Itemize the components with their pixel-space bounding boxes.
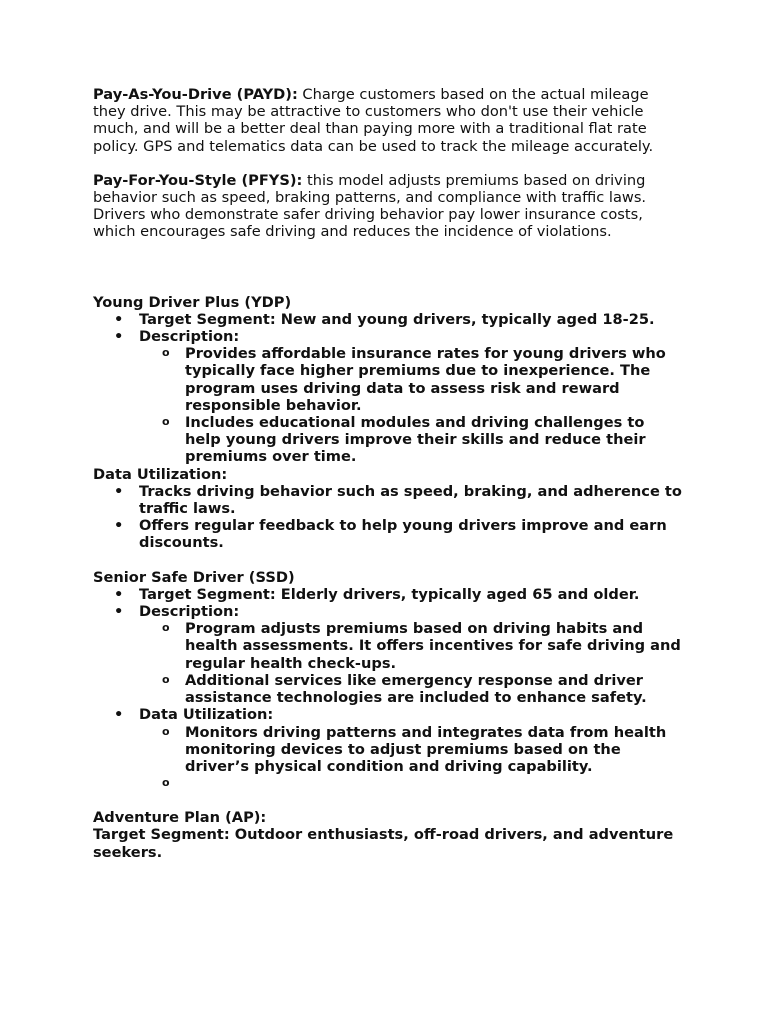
ydp-data-list — [93, 483, 683, 552]
list-item — [93, 483, 683, 517]
list-item — [93, 586, 683, 603]
ssd-target: Target Segment: Elderly drivers, typically aged 65 and older. — [139, 585, 640, 603]
ap-section — [93, 809, 683, 861]
pfys-term: Pay-For-You-Style (PFYS): — [93, 171, 303, 189]
ssd-section — [93, 569, 683, 792]
ydp-description-item: Includes educational modules and driving challenges to help young drivers improve their skills and reduce their premiums over time. — [185, 414, 646, 466]
ydp-description-label: Description: — [139, 328, 240, 346]
ssd-data-item: Monitors driving patterns and integrates data from health monitoring devices to adjust premiums based on the driver’s physical condition and driving capability. — [185, 723, 667, 775]
ssd-list — [93, 586, 683, 792]
ydp-data-item: Tracks driving behavior such as speed, braking, and adherence to traffic laws. — [139, 482, 682, 518]
list-item — [93, 603, 683, 706]
list-item — [139, 620, 683, 672]
payd-paragraph — [93, 86, 683, 155]
ydp-data-label: Data Utilization: — [93, 465, 228, 483]
ssd-title: Senior Safe Driver (SSD) — [93, 568, 295, 586]
list-item — [93, 311, 683, 328]
ap-target: Target Segment: Outdoor enthusiasts, off-road drivers, and adventure seekers. — [93, 826, 674, 861]
pfys-paragraph — [93, 172, 683, 241]
list-item — [93, 517, 683, 551]
spacer — [93, 241, 683, 294]
ydp-title: Young Driver Plus (YDP) — [93, 293, 292, 311]
ydp-description-item: Provides affordable insurance rates for young drivers who typically face higher premiums due to inexperience. The program uses driving data to assess risk and reward responsible behavior. — [185, 345, 666, 414]
list-item — [139, 345, 683, 414]
list-item — [139, 775, 683, 792]
ydp-target: Target Segment: New and young drivers, typically aged 18-25. — [139, 310, 655, 328]
pfys-text: this model adjusts premiums based on driving behavior such as speed, braking patterns, and compliance with traffic laws. Drivers who demonstrate safer driving behavior pay lower insurance costs, which encourages safe driving and reduces the incidence of violations. — [93, 171, 647, 241]
payd-text: Charge customers based on the actual mileage they drive. This may be attractive to customers who don't use their vehicle much, and will be a better deal than paying more with a traditional flat rate policy. GPS and telematics data can be used to track the mileage accurately. — [93, 86, 654, 155]
ydp-section — [93, 294, 683, 552]
list-item — [139, 414, 683, 466]
ssd-description-label: Description: — [139, 603, 240, 621]
ydp-data-item: Offers regular feedback to help young drivers improve and earn discounts. — [139, 517, 667, 552]
document-page — [93, 86, 683, 861]
spacer — [93, 792, 683, 809]
ssd-description-item: Program adjusts premiums based on driving habits and health assessments. It offers incentives for safe driving and regular health check-ups. — [185, 620, 681, 672]
ssd-data-label: Data Utilization: — [139, 706, 274, 724]
ap-title: Adventure Plan (AP): — [93, 809, 267, 827]
list-item — [93, 328, 683, 466]
ssd-description-item: Additional services like emergency response and driver assistance technologies are included to enhance safety. — [185, 671, 647, 707]
list-item — [139, 724, 683, 776]
payd-term: Pay-As-You-Drive (PAYD): — [93, 86, 298, 103]
list-item — [139, 672, 683, 706]
ydp-description-list — [139, 345, 683, 465]
ssd-data-list — [139, 724, 683, 793]
list-item — [93, 706, 683, 792]
ssd-description-list — [139, 620, 683, 706]
spacer — [93, 552, 683, 569]
ydp-list — [93, 311, 683, 466]
